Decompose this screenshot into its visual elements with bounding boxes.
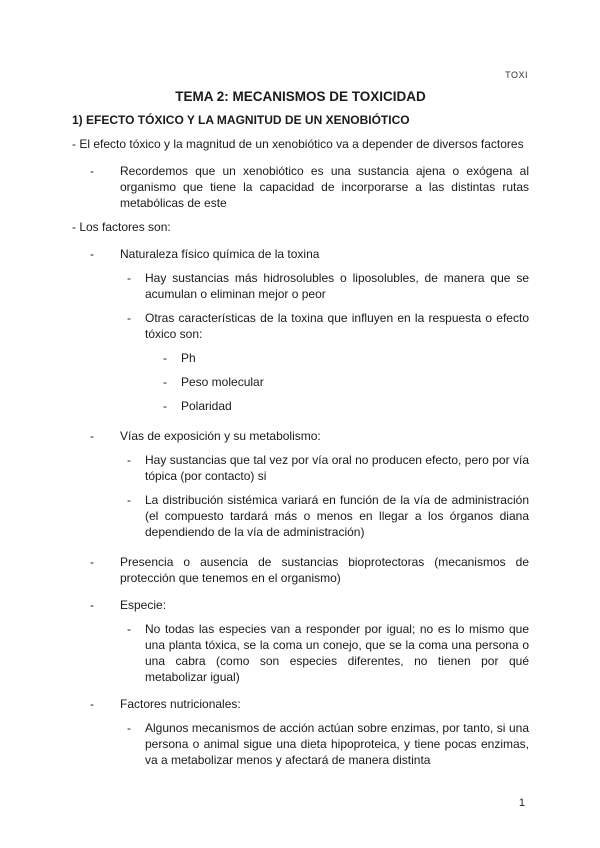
factor-label: Especie:	[120, 598, 167, 612]
bullet-dash: -	[127, 721, 131, 735]
factor-item	[72, 554, 529, 586]
document-body	[72, 88, 529, 768]
sub-item	[72, 452, 529, 484]
bullet-dash: -	[163, 399, 167, 413]
sub-item	[72, 310, 529, 342]
factor-label: Naturaleza físico química de la toxina	[120, 247, 320, 261]
factor-item	[72, 597, 529, 613]
header-tag: TOXI	[505, 70, 528, 80]
sub-item	[72, 492, 529, 540]
sub-item	[72, 270, 529, 302]
section-heading: 1) EFECTO TÓXICO Y LA MAGNITUD DE UN XENOBIÓTICO	[72, 113, 410, 127]
sub-item-text: Otras características de la toxina que influyen en la respuesta o efecto tóxico son:	[145, 311, 529, 341]
page-number: 1	[518, 797, 525, 809]
property-item	[72, 374, 529, 390]
property-item	[72, 350, 529, 366]
factor-item	[72, 246, 529, 262]
property-text: Polaridad	[181, 399, 232, 413]
sub-item	[72, 621, 529, 685]
bullet-dash: -	[90, 164, 94, 178]
sub-item-text: Hay sustancias más hidrosolubles o liposolubles, de manera que se acumulan o eliminan mejor o peor	[145, 271, 529, 301]
property-item	[72, 398, 529, 414]
bullet-dash: -	[90, 598, 94, 612]
sub-item-text: Hay sustancias que tal vez por vía oral no producen efecto, pero por vía tópica (por contacto) si	[145, 453, 529, 483]
factors-label: - Los factores son:	[72, 220, 171, 234]
list-item-text: Recordemos que un xenobiótico es una sustancia ajena o exógena al organismo que tiene la capacidad de incorporarse a las distintas rutas metabólicas de este	[120, 164, 529, 210]
sub-item-text: La distribución sistémica variará en función de la vía de administración (el compuesto tardará más o menos en llegar a los órganos diana dependiendo de la vía de administración)	[145, 493, 529, 539]
bullet-dash: -	[127, 493, 131, 507]
factor-item	[72, 428, 529, 444]
bullet-dash: -	[90, 697, 94, 711]
bullet-dash: -	[127, 271, 131, 285]
property-text: Peso molecular	[181, 375, 264, 389]
bullet-dash: -	[127, 622, 131, 636]
sub-item	[72, 720, 529, 768]
factor-label: Presencia o ausencia de sustancias bioprotectoras (mecanismos de protección que tenemos en el organismo)	[120, 555, 529, 585]
page-title: TEMA 2: MECANISMOS DE TOXICIDAD	[175, 89, 426, 104]
bullet-dash: -	[127, 311, 131, 325]
sub-item-text: No todas las especies van a responder por igual; no es lo mismo que una planta tóxica, se la coma un conejo, que se la coma una persona o una cabra (como son especies diferentes, no tienen por qué metabolizar igual)	[145, 622, 529, 684]
factor-label: Vías de exposición y su metabolismo:	[120, 429, 321, 443]
factor-item	[72, 696, 529, 712]
intro-paragraph: - El efecto tóxico y la magnitud de un xenobiótico va a depender de diversos factores	[72, 137, 524, 151]
factor-label: Factores nutricionales:	[120, 697, 241, 711]
bullet-dash: -	[90, 247, 94, 261]
bullet-dash: -	[163, 375, 167, 389]
bullet-dash: -	[90, 555, 94, 569]
bullet-dash: -	[90, 429, 94, 443]
list-item	[72, 163, 529, 211]
bullet-dash: -	[127, 453, 131, 467]
sub-item-text: Algunos mecanismos de acción actúan sobre enzimas, por tanto, si una persona o animal sigue una dieta hipoproteica, y tiene pocas enzimas, va a metabolizar menos y afectará de manera distinta	[145, 721, 529, 767]
property-text: Ph	[181, 351, 196, 365]
bullet-dash: -	[163, 351, 167, 365]
